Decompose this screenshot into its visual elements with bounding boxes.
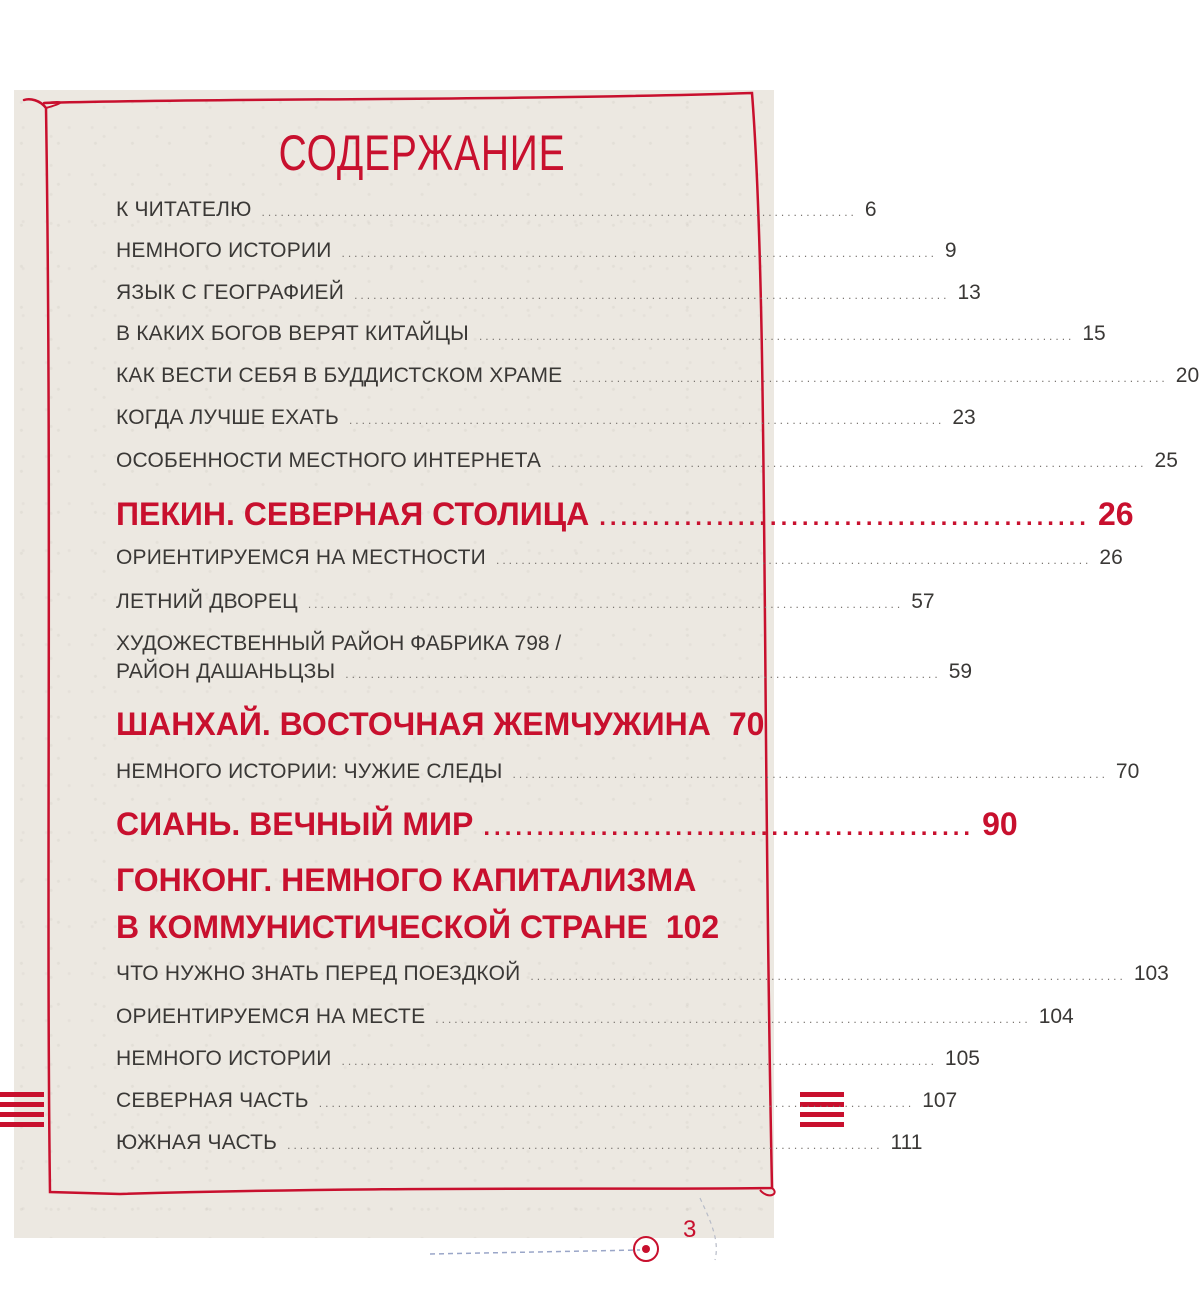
page-number-ref: 102 (665, 909, 720, 945)
leader-dots: .............................................................................................. (341, 1054, 937, 1068)
page-number-ref: 59 (948, 660, 973, 683)
page-number-ref: 105 (944, 1047, 980, 1070)
leader-dots: .............................................................................................. (512, 767, 1108, 781)
leader-dots: .............................................................................................. (341, 246, 937, 260)
leader-dots: .............................................................................................. (307, 597, 904, 611)
toc-entry-orientiruemsya-na-meste[interactable]: ОРИЕНТИРУЕМСЯ НА МЕСТЕ .............................................................................................. 104 (116, 1005, 1074, 1028)
toc-entry-nemnogo-istorii[interactable]: НЕМНОГО ИСТОРИИ .............................................................................................. 9 (116, 239, 957, 262)
page-number-ref: 103 (1133, 962, 1169, 985)
toc-entry-osobennosti-interneta[interactable]: ОСОБЕННОСТИ МЕСТНОГО ИНТЕРНЕТА .............................................................................................. 25 (116, 449, 1178, 472)
leader-dots: .............................................. (483, 814, 975, 841)
leader-dots: .............................................................................................. (551, 456, 1147, 470)
page-number-ref: 90 (982, 806, 1018, 842)
toc-entry-k-chitatelyu[interactable]: К ЧИТАТЕЛЮ .............................................................................................. 6 (116, 198, 877, 221)
page-number-ref: 107 (922, 1089, 958, 1112)
page-number-ref: 15 (1082, 322, 1106, 345)
toc-entry-letniy-dvorets[interactable]: ЛЕТНИЙ ДВОРЕЦ .............................................................................................. 57 (116, 590, 935, 613)
leader-dots: .............................................................................................. (495, 553, 1092, 567)
page-number-ref: 26 (1097, 496, 1134, 532)
toc-entry-kak-vesti-sebya[interactable]: КАК ВЕСТИ СЕБЯ В БУДДИСТСКОМ ХРАМЕ .............................................................................................. 20 (116, 364, 1199, 387)
toc-entry-yuzhnaya-chast[interactable]: ЮЖНАЯ ЧАСТЬ .............................................................................................. 111 (116, 1131, 923, 1154)
toc-section-sian[interactable]: СИАНЬ. ВЕЧНЫЙ МИР .............................................. 90 (116, 806, 1018, 842)
page-number-ref: 9 (944, 239, 957, 262)
page-number-ref: 13 (957, 281, 981, 304)
left-red-stripes (0, 1092, 44, 1140)
toc-entry-yazyk-s-geografiey[interactable]: ЯЗЫК С ГЕОГРАФИЕЙ .............................................................................................. 13 (116, 281, 981, 304)
page-number-ref: 57 (911, 590, 935, 613)
toc-section-shanhay[interactable]: ШАНХАЙ. ВОСТОЧНАЯ ЖЕМЧУЖИНА 70 (116, 706, 765, 742)
leader-dots: .............................................. (599, 504, 1090, 531)
leader-dots: .............................................................................................. (354, 288, 950, 302)
toc-entry-fabrika-798-line1[interactable]: ХУДОЖЕСТВЕННЫЙ РАЙОН ФАБРИКА 798 / (116, 632, 562, 655)
page-number-ref: 70 (728, 706, 765, 742)
page-number-ref: 23 (952, 406, 976, 429)
leader-dots: .............................................................................................. (530, 969, 1126, 983)
toc-entry-chto-nuzhno-znat[interactable]: ЧТО НУЖНО ЗНАТЬ ПЕРЕД ПОЕЗДКОЙ .............................................................................................. 103 (116, 962, 1169, 985)
leader-dots: .............................................................................................. (318, 1096, 915, 1110)
leader-dots: .............................................................................................. (478, 329, 1075, 343)
leader-dots: .............................................................................................. (261, 205, 857, 219)
target-bullet-icon (633, 1236, 659, 1262)
page-number-ref: 111 (890, 1131, 923, 1154)
toc-entry-rayon-dashanzy[interactable]: РАЙОН ДАШАНЬЦЗЫ .............................................................................................. 59 (116, 660, 973, 683)
toc-entry-orientiruemsya-na-mestnosti[interactable]: ОРИЕНТИРУЕМСЯ НА МЕСТНОСТИ .............................................................................................. 26 (116, 546, 1123, 569)
page-number-ref: 25 (1154, 449, 1178, 472)
toc-section-gonkong-line1[interactable]: ГОНКОНГ. НЕМНОГО КАПИТАЛИЗМА (116, 862, 697, 898)
page-number-ref: 104 (1038, 1005, 1074, 1028)
leader-dots: .............................................................................................. (287, 1138, 883, 1152)
toc-entry-chuzhie-sledy[interactable]: НЕМНОГО ИСТОРИИ: ЧУЖИЕ СЛЕДЫ .............................................................................................. 70 (116, 760, 1140, 783)
toc-entry-kogda-luchshe-ehat[interactable]: КОГДА ЛУЧШЕ ЕХАТЬ .............................................................................................. 23 (116, 406, 976, 429)
page-number: 3 (683, 1216, 697, 1243)
leader-dots: .............................................................................................. (348, 413, 945, 427)
page-title: СОДЕРЖАНИЕ (278, 125, 566, 181)
leader-dots: .............................................................................................. (572, 371, 1168, 385)
toc-entry-v-kakih-bogov[interactable]: В КАКИХ БОГОВ ВЕРЯТ КИТАЙЦЫ .............................................................................................. 15 (116, 322, 1106, 345)
toc-entry-nemnogo-istorii-2[interactable]: НЕМНОГО ИСТОРИИ .............................................................................................. 105 (116, 1047, 980, 1070)
page-number-ref: 6 (864, 198, 877, 221)
page-number-ref: 26 (1099, 546, 1123, 569)
leader-dots: .............................................................................................. (345, 667, 941, 681)
toc-entry-severnaya-chast[interactable]: СЕВЕРНАЯ ЧАСТЬ .............................................................................................. 107 (116, 1089, 958, 1112)
toc-section-gonkong[interactable]: В КОММУНИСТИЧЕСКОЙ СТРАНЕ 102 (116, 909, 720, 945)
leader-dots: .............................................................................................. (435, 1012, 1031, 1026)
page-number-ref: 20 (1175, 364, 1199, 387)
toc-section-pekin[interactable]: ПЕКИН. СЕВЕРНАЯ СТОЛИЦА .............................................. 26 (116, 496, 1134, 532)
page-number-ref: 70 (1115, 760, 1140, 783)
